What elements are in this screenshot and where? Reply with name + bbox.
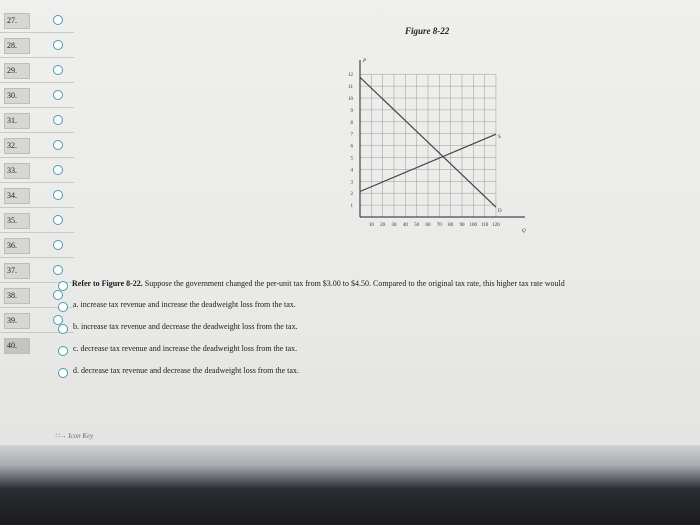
x-tick-label: 50 [414,223,420,228]
question-number: 40. [4,338,30,354]
question-number: 30. [4,88,30,104]
question-nav-item[interactable] [0,157,74,183]
y-tick-label: 7 [350,132,353,138]
question-nav-item[interactable] [0,182,74,208]
y-axis-label: P [363,59,367,64]
radio-button[interactable] [58,302,68,312]
x-tick-label: 120 [492,223,500,228]
question-number: 34. [4,188,30,204]
x-tick-label: 30 [391,223,397,228]
key-icon: ∷→ [55,432,67,440]
demand-label: D [498,209,502,214]
question-nav-item[interactable] [0,232,74,258]
y-tick-label: 3 [350,180,353,186]
question-radio[interactable] [53,40,63,50]
x-tick-labels [369,223,500,228]
y-tick-label: 5 [350,156,353,162]
question-nav-item[interactable] [0,207,74,233]
radio-button[interactable] [58,346,68,356]
x-tick-label: 10 [368,223,374,228]
answer-label: c. decrease tax revenue and increase the deadweight loss from the tax. [73,344,298,353]
question-number: 35. [4,213,30,229]
question-number: 28. [4,38,30,54]
x-tick-label: 110 [480,223,489,228]
question-nav-item[interactable] [0,132,74,158]
question-radio[interactable] [53,90,63,100]
y-tick-label: 12 [348,73,353,79]
question-text [72,279,692,288]
x-axis-label: Q [522,229,526,234]
y-tick-label: 9 [350,108,353,114]
graph-grid [360,74,496,217]
question-nav-item[interactable] [0,82,74,108]
question-number: 38. [4,288,30,304]
y-tick-label: 8 [350,120,353,126]
icon-key-label: Icon Key [68,432,94,440]
question-radio[interactable] [53,290,63,300]
figure-title: Figure 8-22 [405,26,450,36]
question-number: 27. [4,13,30,29]
y-tick-labels [348,73,354,209]
question-radio[interactable] [53,115,63,125]
radio-button[interactable] [58,324,68,334]
question-number: 31. [4,113,30,129]
x-tick-label: 40 [402,223,408,228]
question-nav-item[interactable] [0,107,74,133]
x-tick-label: 100 [469,223,478,228]
y-tick-label: 4 [350,168,353,174]
y-tick-label: 1 [350,204,353,210]
y-tick-label: 2 [350,192,353,198]
question-flag-radio[interactable] [58,281,68,291]
question-nav-item[interactable] [0,32,74,58]
question-number: 37. [4,263,30,279]
question-number: 39. [4,313,30,329]
laptop-bezel [0,445,700,525]
question-nav-item[interactable] [0,257,74,283]
question-nav-item[interactable] [0,7,74,33]
x-tick-label: 90 [459,223,465,228]
x-tick-label: 80 [448,223,454,228]
question-radio[interactable] [53,190,63,200]
y-tick-label: 10 [348,97,353,102]
supply-label: S [498,135,501,140]
answer-label: a. increase tax revenue and increase the deadweight loss from the tax. [73,300,296,309]
figure-reference: Refer to Figure 8-22. [72,279,143,288]
question-radio[interactable] [53,165,63,175]
y-tick-label: 6 [350,144,353,150]
question-number: 29. [4,63,30,79]
answer-label: d. decrease tax revenue and decrease the deadweight loss from the tax. [73,366,299,375]
question-number: 36. [4,238,30,254]
x-tick-label: 60 [425,223,431,228]
question-radio[interactable] [53,240,63,250]
question-radio[interactable] [53,140,63,150]
question-number: 33. [4,163,30,179]
question-nav-item[interactable] [0,57,74,83]
icon-key-link[interactable] [55,432,93,440]
question-radio[interactable] [53,65,63,75]
question-radio[interactable] [53,215,63,225]
question-number: 32. [4,138,30,154]
x-tick-label: 20 [380,223,386,228]
supply-demand-graph [330,52,530,237]
question-radio[interactable] [53,265,63,275]
question-body: Suppose the government changed the per-unit tax from $3.00 to $4.50. Compared to the original tax rate, this higher tax rate would [144,279,565,288]
radio-button[interactable] [58,368,68,378]
answer-label: b. increase tax revenue and decrease the deadweight loss from the tax. [73,322,298,331]
y-tick-label: 11 [348,85,353,91]
question-radio[interactable] [53,15,63,25]
x-tick-label: 70 [436,223,442,228]
